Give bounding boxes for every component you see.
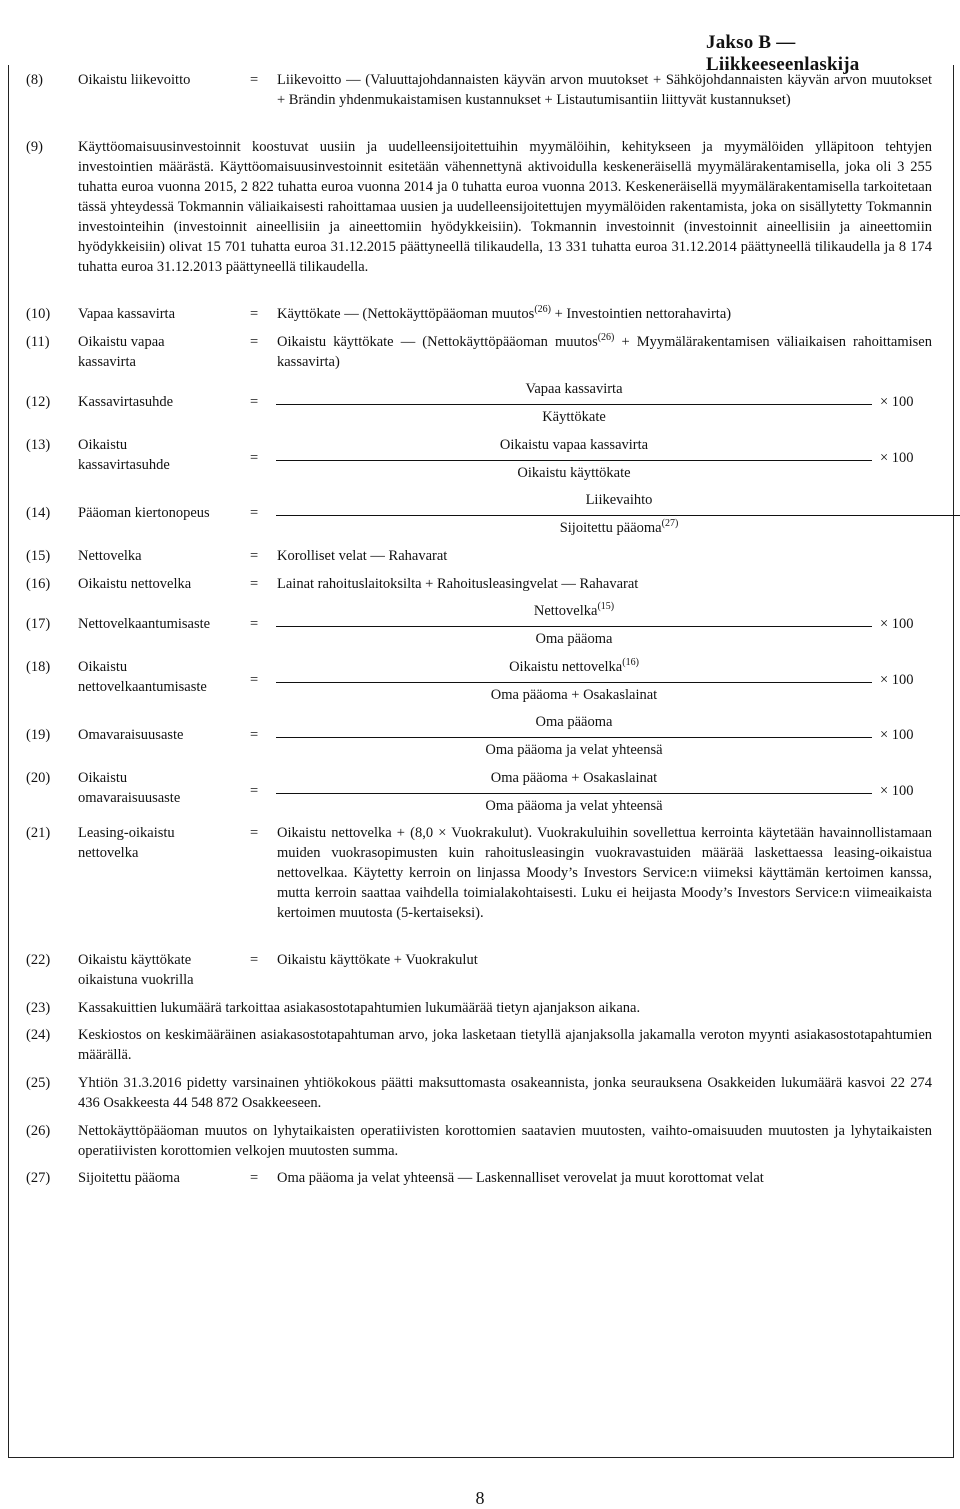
definition-part: + Myymälärakentamisen väliaikaisen rahoittamisen kassavirta)	[277, 334, 932, 370]
equals-sign: =	[250, 334, 259, 350]
definition-row-12	[0, 379, 960, 429]
item-number: (22)	[26, 952, 51, 968]
numerator-text: Nettovelka	[533, 603, 598, 619]
term-label: Oikaistu omavaraisuusaste	[78, 770, 181, 806]
term-label: Kassavirtasuhde	[78, 394, 174, 410]
item-number: (13)	[26, 437, 51, 453]
section-title-text: Jakso B — Liikkeeseenlaskija	[706, 32, 860, 75]
equals-sign: =	[250, 616, 259, 632]
definition-row-14	[0, 490, 960, 540]
term-label: Oikaistu liikevoitto	[78, 72, 191, 88]
denominator: Oma pääoma ja velat yhteensä	[485, 742, 663, 758]
item-number: (19)	[26, 727, 51, 743]
equals-sign: =	[250, 576, 259, 592]
equals-sign: =	[250, 825, 259, 841]
fraction-bar	[276, 626, 872, 627]
definition-text: Korolliset velat — Rahavarat	[277, 548, 448, 564]
footnote-ref: (27)	[661, 518, 679, 530]
numerator	[276, 601, 872, 621]
term-label: Oikaistu vapaa kassavirta	[78, 334, 165, 370]
numerator-text: Oikaistu nettovelka	[509, 659, 623, 675]
definition-row-13	[0, 435, 960, 485]
equals-sign: =	[250, 394, 259, 410]
multiplier: × 100	[880, 616, 914, 632]
footnote-ref: (15)	[597, 601, 615, 613]
item-number: (18)	[26, 659, 51, 675]
item-number: (16)	[26, 576, 51, 592]
definition-row-17	[0, 601, 960, 651]
numerator: Oma pääoma + Osakaslainat	[490, 770, 658, 786]
denominator: Käyttökate	[542, 409, 606, 425]
term-label: Oikaistu nettovelka	[78, 576, 192, 592]
note-paragraph: Kassakuittien lukumäärä tarkoittaa asiakasostotapahtumien lukumäärää tietyn ajanjakson aikana.	[78, 1000, 641, 1016]
definition-part: + Investointien nettorahavirta)	[550, 306, 732, 322]
equals-sign: =	[250, 672, 259, 688]
denominator: Oma pääoma	[535, 631, 613, 647]
equals-sign: =	[250, 783, 259, 799]
denominator	[276, 518, 960, 538]
definition-part: Oikaistu käyttökate — (Nettokäyttöpääoman muutos	[277, 334, 598, 350]
definition-row-18	[0, 657, 960, 707]
multiplier: × 100	[880, 394, 914, 410]
term-label: Oikaistu käyttökate oikaistuna vuokrilla	[78, 952, 194, 988]
definition-text	[277, 304, 932, 324]
definition-text	[277, 332, 932, 372]
item-number: (12)	[26, 394, 51, 410]
note-paragraph: Käyttöomaisuusinvestoinnit koostuvat uusiin ja uudelleensijoitettuihin myymälöihin, kehitykseen ja myymälöiden ylläpitoon tehtyjen investointien määrästä. Käyttöomaisuusinvestoinnit esitetään vähennettynä aktivoidulla keskeneräisellä myymälärakentamisella, joka oli 3 255 tuhatta euroa vuonna 2015, 2 822 tuhatta euroa vuonna 2014 ja 0 tuhatta euroa vuonna 2013. Keskeneräisellä myymälärakentamisella tarkoitetaan tässä yhteydessä Tokmannin väliaikaisesti rahoittamaa uusien ja uudelleensijoitettujen myymälöiden rakentamista, joka on sisällytetty Tokmannin investointeihin (investoinnit aineellisiin ja aineettomiin hyödykkeisiin). Tokmannin investoinnit (investoinnit aineellisiin ja aineettomiin hyödykkeisiin) olivat 15 701 tuhatta euroa 31.12.2015 päättyneellä tilikaudella, 13 331 tuhatta euroa 31.12.2014 päättyneellä tilikaudella ja 8 174 tuhatta euroa 31.12.2013 päättyneellä tilikaudella.	[78, 139, 932, 275]
fraction-bar	[276, 737, 872, 738]
fraction-bar	[276, 460, 872, 461]
term-label: Sijoitettu pääoma	[78, 1170, 180, 1186]
footnote-ref: (16)	[622, 657, 639, 669]
item-number: (11)	[26, 334, 50, 350]
item-number: (23)	[26, 1000, 51, 1016]
definition-text: Oikaistu käyttökate + Vuokrakulut	[277, 952, 478, 968]
term-label: Oikaistu kassavirtasuhde	[78, 437, 170, 473]
equals-sign: =	[250, 450, 259, 466]
fraction-bar	[276, 515, 960, 516]
term-label: Omavaraisuusaste	[78, 727, 184, 743]
definition-text: Lainat rahoituslaitoksilta + Rahoitusleasingvelat — Rahavarat	[277, 576, 639, 592]
numerator: Oikaistu vapaa kassavirta	[499, 437, 649, 453]
term-label: Oikaistu nettovelkaantumisaste	[78, 659, 207, 695]
equals-sign: =	[250, 727, 259, 743]
equals-sign: =	[250, 72, 259, 88]
term-label: Nettovelkaantumisaste	[78, 616, 211, 632]
denominator: Oma pääoma ja velat yhteensä	[485, 798, 663, 814]
definition-part: Käyttökate — (Nettokäyttöpääoman muutos	[277, 306, 535, 322]
item-number: (25)	[26, 1075, 51, 1091]
note-paragraph: Nettokäyttöpääoman muutos on lyhytaikaisten operatiivisten korottomien saatavien muutosten, vaihto-omaisuuden muutosten ja lyhytaikaisten operatiivisten korottomien velkojen muutosten summa.	[78, 1123, 932, 1159]
definition-row-20	[0, 768, 960, 818]
note-paragraph: Yhtiön 31.3.2016 pidetty varsinainen yhtiökokous päätti maksuttomasta osakeannista, jonka seurauksena Osakkeiden lukumäärä kasvoi 22 274 436 Osakkeesta 44 548 872 Osakkeeseen.	[78, 1075, 932, 1111]
item-number: (17)	[26, 616, 51, 632]
fraction-bar	[276, 793, 872, 794]
definition-text: Oma pääoma ja velat yhteensä — Laskennalliset verovelat ja muut korottomat velat	[277, 1170, 764, 1186]
equals-sign: =	[250, 306, 259, 322]
item-number: (26)	[26, 1123, 51, 1139]
footnote-ref: (26)	[597, 332, 615, 344]
equals-sign: =	[250, 952, 259, 968]
denominator: Oikaistu käyttökate	[517, 465, 631, 481]
fraction-bar	[276, 682, 872, 683]
term-label: Pääoman kiertonopeus	[78, 505, 210, 521]
denominator: Oma pääoma + Osakaslainat	[490, 687, 658, 703]
numerator: Vapaa kassavirta	[525, 381, 623, 397]
item-number: (24)	[26, 1027, 51, 1043]
definition-text: Liikevoitto — (Valuuttajohdannaisten käyvän arvon muutokset + Sähköjohdannaisten käyvän arvon muutokset + Brändin yhdenmukaistamisen kustannukset + Listautumisantiin liittyvät kustannukset)	[277, 72, 932, 108]
item-number: (10)	[26, 306, 51, 322]
note-paragraph: Keskiostos on keskimääräinen asiakasostotapahtuman arvo, joka lasketaan tietyllä ajanjaksolla jakamalla veroton myynti asiakasostotapahtumien määrällä.	[78, 1027, 932, 1063]
page-number: 8	[475, 1488, 485, 1508]
multiplier: × 100	[880, 727, 914, 743]
multiplier: × 100	[880, 450, 914, 466]
item-number: (9)	[26, 139, 43, 155]
term-label: Leasing-oikaistu nettovelka	[78, 825, 175, 861]
definition-text: Oikaistu nettovelka + (8,0 × Vuokrakulut). Vuokrakuluihin sovellettua kerrointa käytetään havainnollistamaan muiden vuokrasopimusten kuin rahoitusleasingin vuokravastuiden määrää laskettaessa leasing-oikaistua nettovelkaa. Käytetty kerroin on linjassa Moody’s Investors Service:n viimeksi käyttämän kertoimen kanssa, mutta kerroin saattaa vaihdella toimialakohtaisesti. Luku ei heijasta Moody’s Investors Service:n viimeaikaista kertoimen muutosta (5-kertaiseksi).	[277, 825, 932, 921]
equals-sign: =	[250, 548, 259, 564]
item-number: (8)	[26, 72, 43, 88]
multiplier: × 100	[880, 672, 914, 688]
item-number: (20)	[26, 770, 51, 786]
term-label: Vapaa kassavirta	[78, 306, 176, 322]
equals-sign: =	[250, 1170, 259, 1186]
equals-sign: =	[250, 505, 259, 521]
definition-row-19	[0, 712, 960, 762]
numerator: Liikevaihto	[585, 492, 653, 508]
item-number: (14)	[26, 505, 51, 521]
numerator: Oma pääoma	[535, 714, 613, 730]
denominator-text: Sijoitettu pääoma	[559, 520, 662, 536]
item-number: (27)	[26, 1170, 51, 1186]
numerator	[276, 657, 872, 677]
term-label: Nettovelka	[78, 548, 142, 564]
multiplier: × 100	[880, 783, 914, 799]
footnote-ref: (26)	[534, 304, 551, 316]
item-number: (15)	[26, 548, 51, 564]
fraction-bar	[276, 404, 872, 405]
item-number: (21)	[26, 825, 51, 841]
